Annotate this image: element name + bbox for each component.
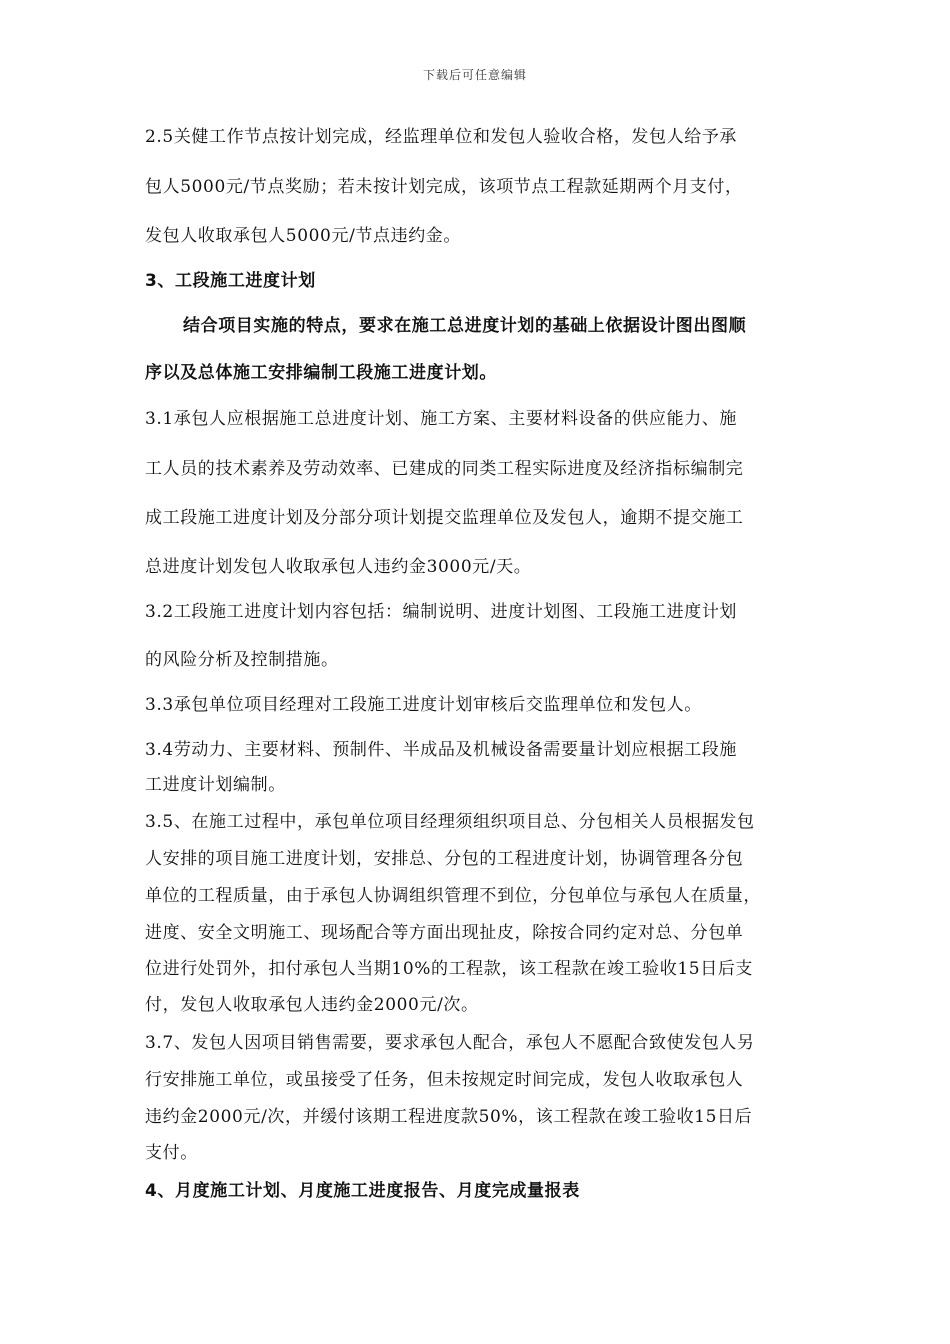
- text-line: 3.3承包单位项目经理对工段施工进度计划审核后交监理单位和发包人。: [145, 695, 702, 715]
- text-line: 3.1承包人应根据施工总进度计划、施工方案、主要材料设备的供应能力、施: [145, 409, 738, 429]
- text-line: 单位的工程质量，由于承包人协调组织管理不到位，分包单位与承包人在质量，: [145, 886, 761, 906]
- section-heading: 3、工段施工进度计划: [145, 271, 316, 291]
- text-line: 工进度计划编制。: [145, 775, 286, 795]
- text-line: 人安排的项目施工进度计划，安排总、分包的工程进度计划，协调管理各分包: [145, 849, 744, 869]
- text-line-bold: 结合项目实施的特点，要求在施工总进度计划的基础上依据设计图出图顺: [183, 316, 747, 336]
- text-line: 成工段施工进度计划及分部分项计划提交监理单位及发包人，逾期不提交施工: [145, 508, 744, 528]
- text-line: 工人员的技术素养及劳动效率、已建成的同类工程实际进度及经济指标编制完: [145, 459, 744, 479]
- section-heading: 4、月度施工计划、月度施工进度报告、月度完成量报表: [145, 1181, 580, 1201]
- text-line: 支付。: [145, 1143, 198, 1163]
- text-line: 3.5、在施工过程中，承包单位项目经理须组织项目总、分包相关人员根据发包: [145, 812, 755, 832]
- text-line: 行安排施工单位，或虽接受了任务，但未按规定时间完成，发包人收取承包人: [145, 1070, 744, 1090]
- text-line: 付，发包人收取承包人违约金2000元/次。: [145, 995, 479, 1015]
- text-line: 位进行处罚外，扣付承包人当期10%的工程款，该工程款在竣工验收15日后支: [145, 959, 754, 979]
- text-line: 违约金2000元/次，并缓付该期工程进度款50%，该工程款在竣工验收15日后: [145, 1107, 753, 1127]
- text-line: 2.5关健工作节点按计划完成，经监理单位和发包人验收合格，发包人给予承: [145, 127, 738, 147]
- text-line: 发包人收取承包人5000元/节点违约金。: [145, 226, 461, 246]
- page-header-note: 下载后可任意编辑: [422, 68, 527, 82]
- text-line: 进度、安全文明施工、现场配合等方面出现扯皮，除按合同约定对总、分包单: [145, 923, 744, 943]
- text-line-bold: 序以及总体施工安排编制工段施工进度计划。: [145, 363, 497, 383]
- text-line: 总进度计划发包人收取承包人违约金3000元/天。: [145, 557, 532, 577]
- text-line: 3.7、发包人因项目销售需要，要求承包人配合，承包人不愿配合致使发包人另: [145, 1033, 755, 1053]
- text-line: 3.2工段施工进度计划内容包括：编制说明、进度计划图、工段施工进度计划: [145, 602, 738, 622]
- text-line: 包人5000元/节点奖励；若未按计划完成，该项节点工程款延期两个月支付，: [145, 177, 743, 197]
- text-line: 的风险分析及控制措施。: [145, 650, 339, 670]
- text-line: 3.4劳动力、主要材料、预制件、半成品及机械设备需要量计划应根据工段施: [145, 740, 738, 760]
